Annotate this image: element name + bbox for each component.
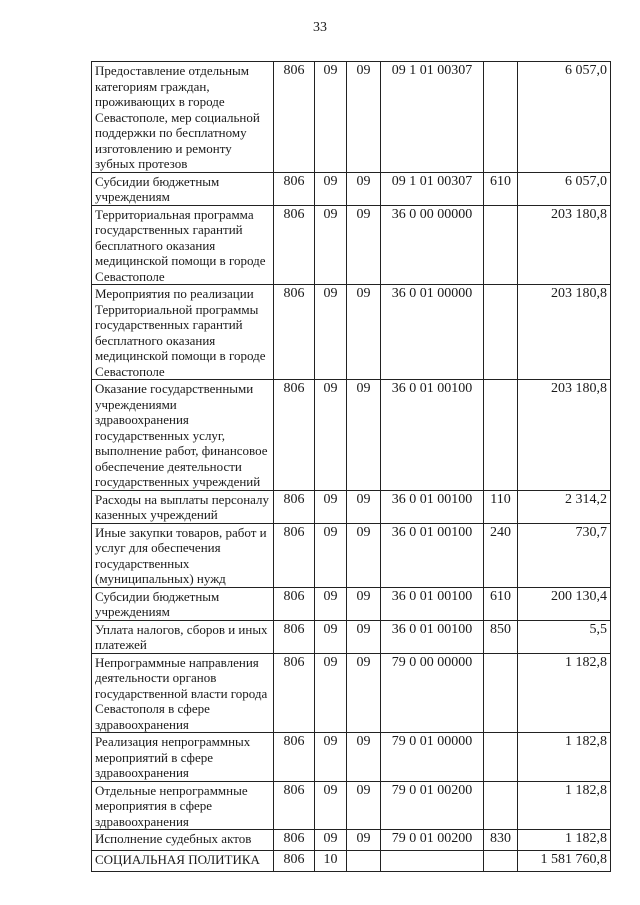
row-grbs-cell: 806 xyxy=(274,205,315,285)
row-name-cell: Реализация непрограммных мероприятий в сфере здравоохранения xyxy=(92,733,274,782)
row-amount-cell: 203 180,8 xyxy=(518,285,611,380)
row-subsection-cell xyxy=(347,851,381,872)
row-name-cell: Расходы на выплаты персоналу казенных учреждений xyxy=(92,490,274,523)
row-expense-type-cell xyxy=(484,733,518,782)
table-row xyxy=(92,653,611,733)
row-subsection-cell: 09 xyxy=(347,172,381,205)
row-section-cell: 09 xyxy=(315,380,347,491)
row-amount-cell: 6 057,0 xyxy=(518,62,611,173)
table-row xyxy=(92,781,611,830)
row-section-cell: 09 xyxy=(315,172,347,205)
row-amount-cell: 730,7 xyxy=(518,523,611,587)
row-name-cell: Исполнение судебных актов xyxy=(92,830,274,851)
row-section-cell: 09 xyxy=(315,830,347,851)
table-row xyxy=(92,205,611,285)
row-expense-type-cell xyxy=(484,205,518,285)
row-expense-type-cell xyxy=(484,781,518,830)
row-grbs-cell: 806 xyxy=(274,62,315,173)
row-target-article-cell: 79 0 00 00000 xyxy=(381,653,484,733)
row-name-cell: СОЦИАЛЬНАЯ ПОЛИТИКА xyxy=(92,851,274,872)
table-row xyxy=(92,523,611,587)
budget-table xyxy=(91,61,611,872)
row-grbs-cell: 806 xyxy=(274,172,315,205)
row-section-cell: 09 xyxy=(315,205,347,285)
table-row xyxy=(92,172,611,205)
table-row xyxy=(92,620,611,653)
row-grbs-cell: 806 xyxy=(274,851,315,872)
row-grbs-cell: 806 xyxy=(274,830,315,851)
row-grbs-cell: 806 xyxy=(274,781,315,830)
page-number: 33 xyxy=(313,20,327,35)
row-section-cell: 09 xyxy=(315,285,347,380)
row-grbs-cell: 806 xyxy=(274,620,315,653)
row-expense-type-cell: 830 xyxy=(484,830,518,851)
row-target-article-cell: 36 0 01 00100 xyxy=(381,380,484,491)
table-body xyxy=(92,62,611,872)
row-name-cell: Предоставление отдельным категориям граждан, проживающих в городе Севастополе, мер социальной поддержки по бесплатному изготовлению и ремонту зубных протезов xyxy=(92,62,274,173)
table-row xyxy=(92,285,611,380)
row-expense-type-cell xyxy=(484,653,518,733)
row-name-cell: Отдельные непрограммные мероприятия в сфере здравоохранения xyxy=(92,781,274,830)
table-row xyxy=(92,587,611,620)
row-expense-type-cell: 240 xyxy=(484,523,518,587)
row-expense-type-cell xyxy=(484,62,518,173)
row-section-cell: 09 xyxy=(315,490,347,523)
row-section-cell: 09 xyxy=(315,733,347,782)
row-amount-cell: 1 581 760,8 xyxy=(518,851,611,872)
row-subsection-cell: 09 xyxy=(347,523,381,587)
row-amount-cell: 1 182,8 xyxy=(518,733,611,782)
row-name-cell: Мероприятия по реализации Территориальной программы государственных гарантий бесплатного оказания медицинской помощи в городе Севастополе xyxy=(92,285,274,380)
row-grbs-cell: 806 xyxy=(274,490,315,523)
row-name-cell: Территориальная программа государственных гарантий бесплатного оказания медицинской помощи в городе Севастополе xyxy=(92,205,274,285)
row-expense-type-cell: 850 xyxy=(484,620,518,653)
row-subsection-cell: 09 xyxy=(347,62,381,173)
row-target-article-cell xyxy=(381,851,484,872)
row-subsection-cell: 09 xyxy=(347,285,381,380)
row-subsection-cell: 09 xyxy=(347,653,381,733)
row-section-cell: 09 xyxy=(315,653,347,733)
row-expense-type-cell xyxy=(484,851,518,872)
row-subsection-cell: 09 xyxy=(347,733,381,782)
table-row xyxy=(92,380,611,491)
row-expense-type-cell: 610 xyxy=(484,172,518,205)
row-grbs-cell: 806 xyxy=(274,653,315,733)
row-amount-cell: 5,5 xyxy=(518,620,611,653)
row-target-article-cell: 79 0 01 00200 xyxy=(381,781,484,830)
row-amount-cell: 203 180,8 xyxy=(518,380,611,491)
row-subsection-cell: 09 xyxy=(347,620,381,653)
row-name-cell: Субсидии бюджетным учреждениям xyxy=(92,172,274,205)
row-target-article-cell: 36 0 01 00100 xyxy=(381,523,484,587)
row-expense-type-cell xyxy=(484,380,518,491)
row-subsection-cell: 09 xyxy=(347,380,381,491)
table-row xyxy=(92,851,611,872)
row-amount-cell: 6 057,0 xyxy=(518,172,611,205)
table-row xyxy=(92,62,611,173)
row-target-article-cell: 79 0 01 00200 xyxy=(381,830,484,851)
row-name-cell: Субсидии бюджетным учреждениям xyxy=(92,587,274,620)
row-target-article-cell: 36 0 01 00000 xyxy=(381,285,484,380)
row-amount-cell: 203 180,8 xyxy=(518,205,611,285)
row-target-article-cell: 36 0 01 00100 xyxy=(381,490,484,523)
row-grbs-cell: 806 xyxy=(274,587,315,620)
row-grbs-cell: 806 xyxy=(274,285,315,380)
row-subsection-cell: 09 xyxy=(347,587,381,620)
row-section-cell: 10 xyxy=(315,851,347,872)
row-target-article-cell: 36 0 01 00100 xyxy=(381,620,484,653)
row-subsection-cell: 09 xyxy=(347,205,381,285)
row-subsection-cell: 09 xyxy=(347,781,381,830)
row-expense-type-cell: 110 xyxy=(484,490,518,523)
row-amount-cell: 2 314,2 xyxy=(518,490,611,523)
row-grbs-cell: 806 xyxy=(274,523,315,587)
row-section-cell: 09 xyxy=(315,620,347,653)
row-section-cell: 09 xyxy=(315,523,347,587)
row-amount-cell: 1 182,8 xyxy=(518,781,611,830)
row-grbs-cell: 806 xyxy=(274,733,315,782)
row-section-cell: 09 xyxy=(315,781,347,830)
row-subsection-cell: 09 xyxy=(347,490,381,523)
table-row xyxy=(92,490,611,523)
table-row xyxy=(92,830,611,851)
row-name-cell: Уплата налогов, сборов и иных платежей xyxy=(92,620,274,653)
row-section-cell: 09 xyxy=(315,587,347,620)
row-name-cell: Иные закупки товаров, работ и услуг для обеспечения государственных (муниципальных) нужд xyxy=(92,523,274,587)
row-section-cell: 09 xyxy=(315,62,347,173)
row-grbs-cell: 806 xyxy=(274,380,315,491)
row-target-article-cell: 36 0 00 00000 xyxy=(381,205,484,285)
row-target-article-cell: 79 0 01 00000 xyxy=(381,733,484,782)
row-expense-type-cell xyxy=(484,285,518,380)
row-expense-type-cell: 610 xyxy=(484,587,518,620)
row-amount-cell: 1 182,8 xyxy=(518,653,611,733)
row-subsection-cell: 09 xyxy=(347,830,381,851)
table-row xyxy=(92,733,611,782)
row-target-article-cell: 36 0 01 00100 xyxy=(381,587,484,620)
row-amount-cell: 1 182,8 xyxy=(518,830,611,851)
row-name-cell: Непрограммные направления деятельности органов государственной власти города Севастополя в сфере здравоохранения xyxy=(92,653,274,733)
row-name-cell: Оказание государственными учреждениями здравоохранения государственных услуг, выполнение работ, финансовое обеспечение деятельности государственных учреждений xyxy=(92,380,274,491)
row-target-article-cell: 09 1 01 00307 xyxy=(381,172,484,205)
row-amount-cell: 200 130,4 xyxy=(518,587,611,620)
row-target-article-cell: 09 1 01 00307 xyxy=(381,62,484,173)
